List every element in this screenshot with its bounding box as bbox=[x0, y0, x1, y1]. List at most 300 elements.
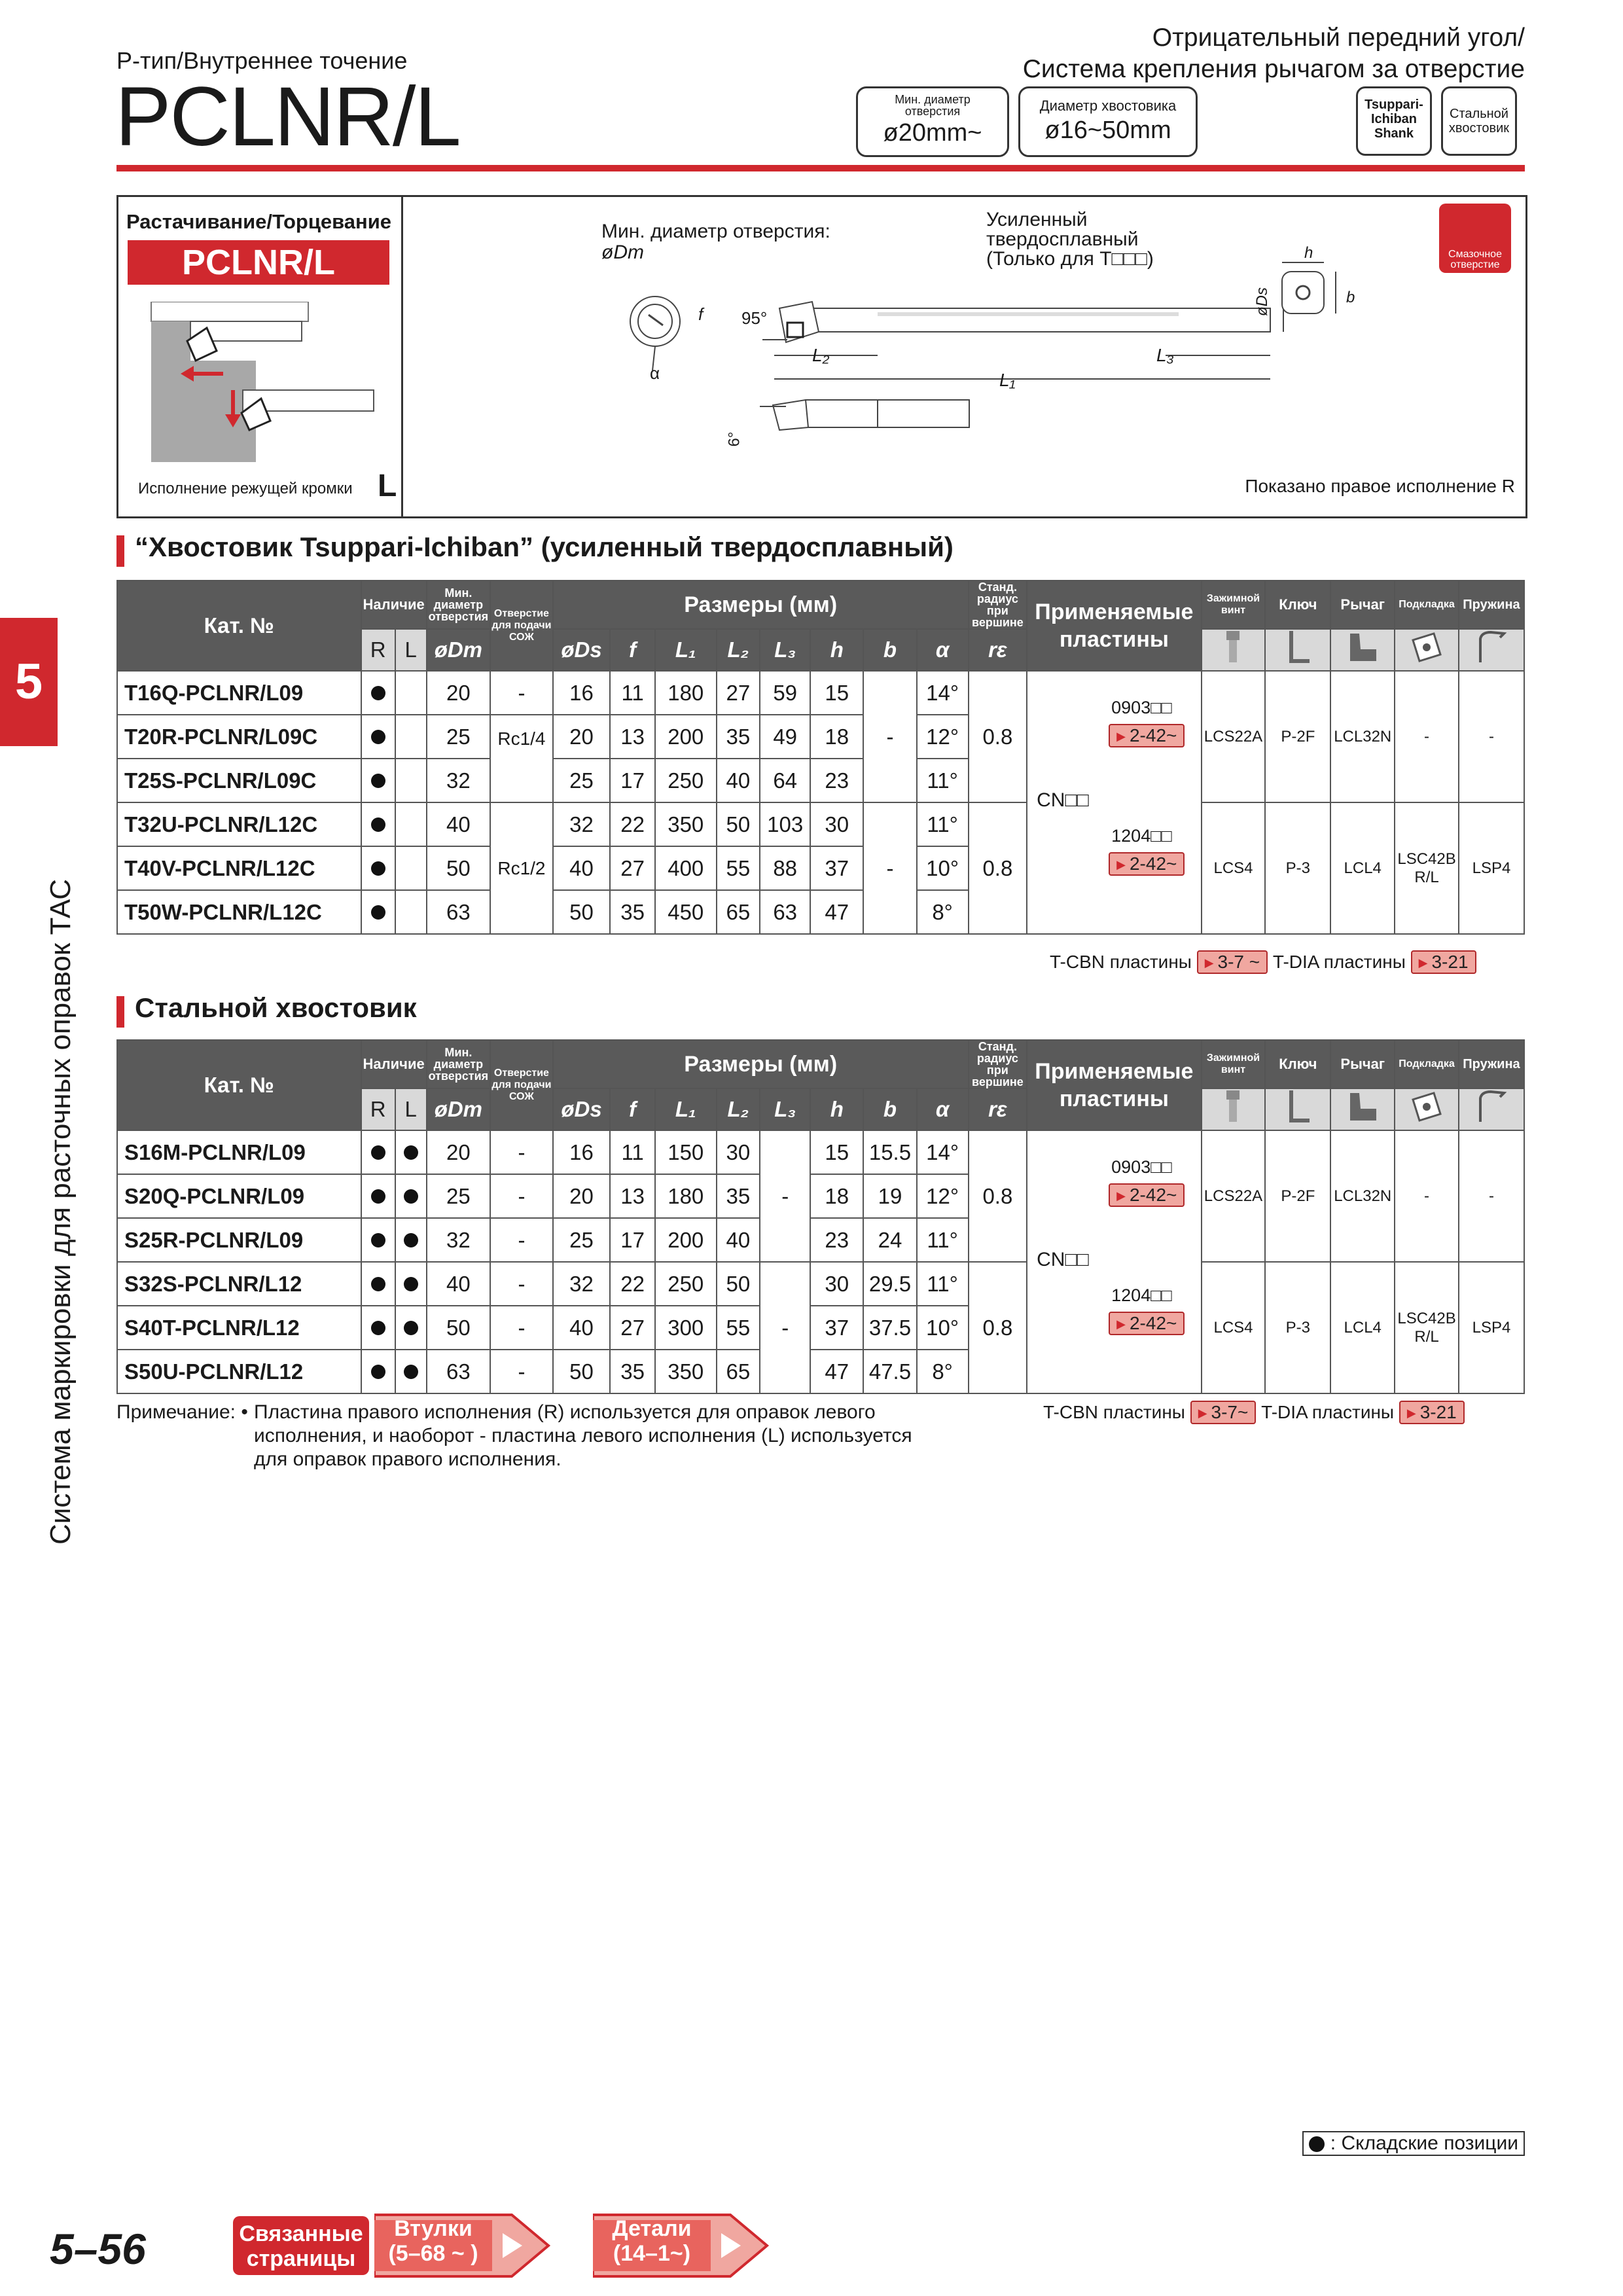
min-bore-value: ø20mm~ bbox=[883, 119, 982, 147]
section1-table bbox=[116, 580, 1525, 935]
insert-size-1: 0903□□ bbox=[1111, 1157, 1172, 1177]
tdia-ref[interactable]: ▶ 3-21 bbox=[1411, 950, 1476, 974]
col-inserts: Применяемые пластины bbox=[1027, 581, 1201, 671]
cell-f: 11 bbox=[610, 1130, 655, 1174]
cell-l1: 150 bbox=[655, 1130, 717, 1174]
related-pages-line2: страницы bbox=[246, 2246, 356, 2271]
avail-r bbox=[361, 671, 395, 715]
cell-f: 22 bbox=[610, 1262, 655, 1306]
cell-b: - bbox=[863, 802, 916, 934]
col-lever: Рычаг bbox=[1330, 1040, 1395, 1088]
cell-coolant: - bbox=[490, 1174, 553, 1218]
cell-b: 15.5 bbox=[863, 1130, 916, 1174]
cell-f: 35 bbox=[610, 1350, 655, 1393]
avail-l bbox=[395, 802, 427, 846]
cell-spring: - bbox=[1459, 1130, 1524, 1262]
col-l2: L₂ bbox=[717, 1088, 760, 1130]
cell-l2: 65 bbox=[717, 890, 760, 934]
tcbn-label: T-CBN пластины bbox=[1050, 952, 1192, 972]
cell-l2: 27 bbox=[717, 671, 760, 715]
cell-shim: - bbox=[1395, 1130, 1459, 1262]
cell-l1: 200 bbox=[655, 1218, 717, 1262]
cell-coolant: - bbox=[490, 1218, 553, 1262]
cell-coolant: - bbox=[490, 1262, 553, 1306]
header-divider bbox=[116, 165, 1525, 171]
spring-icon bbox=[1459, 629, 1524, 671]
cell-l1: 350 bbox=[655, 802, 717, 846]
stock-dot-icon bbox=[404, 1365, 418, 1379]
cell-screw: LCS22A bbox=[1202, 671, 1266, 802]
shown-right-caption: Показано правое исполнение R bbox=[1245, 476, 1515, 496]
operation-name: PCLNR/L bbox=[128, 240, 389, 285]
cell-a: 11° bbox=[917, 1262, 969, 1306]
cell-ds: 20 bbox=[553, 1174, 610, 1218]
avail-l bbox=[395, 1174, 427, 1218]
cell-dm: 40 bbox=[427, 1262, 490, 1306]
cell-a: 8° bbox=[917, 1350, 969, 1393]
table-row bbox=[117, 802, 1524, 846]
page-subtitle: Р-тип/Внутреннее точение bbox=[116, 47, 408, 74]
stock-legend-text: : Складские позиции bbox=[1330, 2132, 1518, 2154]
cell-l1: 250 bbox=[655, 1262, 717, 1306]
label-l2: L₂ bbox=[812, 345, 830, 365]
cell-screw: LCS22A bbox=[1202, 1130, 1266, 1262]
col-spring: Пружина bbox=[1459, 1040, 1524, 1088]
insert-cn: CN□□ bbox=[1037, 1249, 1089, 1270]
stock-dot-icon bbox=[404, 1321, 418, 1335]
cell-a: 11° bbox=[917, 1218, 969, 1262]
col-dims: Размеры (мм) bbox=[553, 1040, 969, 1088]
cell-re: 0.8 bbox=[969, 671, 1027, 802]
cell-l2: 50 bbox=[717, 1262, 760, 1306]
coolant-hole-badge bbox=[1439, 204, 1511, 273]
col-dm: øDm bbox=[427, 629, 490, 671]
stock-dot-icon bbox=[404, 1189, 418, 1204]
cell-screw: LCS4 bbox=[1202, 1262, 1266, 1393]
shank-section bbox=[1273, 256, 1351, 328]
col-b: b bbox=[863, 629, 916, 671]
stock-dot-icon bbox=[371, 905, 385, 920]
stock-legend bbox=[1302, 2131, 1525, 2156]
avail-l bbox=[395, 1218, 427, 1262]
row-cat: S50U-PCLNR/L12 bbox=[117, 1350, 361, 1393]
footnote-line1: Пластина правого исполнения (R) используется для оправок левого bbox=[254, 1401, 876, 1423]
cell-h: 23 bbox=[810, 759, 863, 802]
carbide-note-line3: (Только для T□□□) bbox=[986, 248, 1154, 270]
cell-h: 37 bbox=[810, 1306, 863, 1350]
cell-l3: 49 bbox=[760, 715, 810, 759]
tcbn-link-2 bbox=[1043, 1401, 1465, 1424]
cell-lever: LCL4 bbox=[1330, 1262, 1395, 1393]
lever-icon bbox=[1330, 629, 1395, 671]
col-shim: Подкладка bbox=[1395, 1040, 1459, 1088]
related-pages-button[interactable] bbox=[233, 2216, 369, 2275]
section1-title: “Хвостовик Tsuppari-Ichiban” (усиленный твердосплавный) bbox=[135, 531, 954, 562]
operation-title: Растачивание/Торцевание bbox=[126, 210, 392, 233]
cell-l3: 63 bbox=[760, 890, 810, 934]
avail-r bbox=[361, 1218, 395, 1262]
cell-screw: LCS4 bbox=[1202, 802, 1266, 934]
header-right-text bbox=[1023, 22, 1525, 85]
cell-f: 13 bbox=[610, 715, 655, 759]
cell-a: 8° bbox=[917, 890, 969, 934]
label-alpha: α bbox=[650, 363, 660, 383]
cell-h: 30 bbox=[810, 802, 863, 846]
min-bore-label: Мин. диаметр отверстия bbox=[895, 93, 971, 118]
cell-a: 11° bbox=[917, 802, 969, 846]
parts-link[interactable] bbox=[593, 2212, 770, 2279]
cell-dm: 50 bbox=[427, 1306, 490, 1350]
min-bore-pill bbox=[856, 86, 1009, 157]
cell-ds: 50 bbox=[553, 1350, 610, 1393]
cell-coolant: Rc1/2 bbox=[490, 802, 553, 934]
col-screw: Зажимной винт bbox=[1202, 581, 1266, 629]
cell-h: 15 bbox=[810, 1130, 863, 1174]
cell-coolant: - bbox=[490, 671, 553, 715]
cell-l1: 450 bbox=[655, 890, 717, 934]
insert-ref-1[interactable]: ▶ 2-42~ bbox=[1109, 724, 1185, 747]
cell-f: 13 bbox=[610, 1174, 655, 1218]
col-coolant: Отверстие для подачи СОЖ bbox=[490, 581, 553, 671]
cell-coolant: Rc1/4 bbox=[490, 715, 553, 802]
cell-a: 10° bbox=[917, 846, 969, 890]
cell-b: - bbox=[863, 671, 916, 802]
cell-f: 17 bbox=[610, 759, 655, 802]
cell-b: 29.5 bbox=[863, 1262, 916, 1306]
header-right-line2: Система крепления рычагом за отверстие bbox=[1022, 55, 1525, 83]
row-cat: T16Q-PCLNR/L09 bbox=[117, 671, 361, 715]
cell-l2: 35 bbox=[717, 715, 760, 759]
min-bore-symbol: øDm bbox=[601, 242, 644, 263]
cell-key: P-3 bbox=[1265, 1262, 1330, 1393]
cell-dm: 20 bbox=[427, 671, 490, 715]
col-l3: L₃ bbox=[760, 1088, 810, 1130]
cell-re: 0.8 bbox=[969, 1130, 1027, 1262]
col-ds: øDs bbox=[553, 1088, 610, 1130]
cell-l1: 300 bbox=[655, 1306, 717, 1350]
cell-b: 47.5 bbox=[863, 1350, 916, 1393]
steel-shank-badge bbox=[1441, 86, 1517, 156]
row-cat: S40T-PCLNR/L12 bbox=[117, 1306, 361, 1350]
col-coolant: Отверстие для подачи СОЖ bbox=[490, 1040, 553, 1130]
insert-ref-2[interactable]: ▶ 2-42~ bbox=[1109, 1312, 1185, 1335]
key-icon bbox=[1265, 1088, 1330, 1130]
col-key: Ключ bbox=[1265, 581, 1330, 629]
label-b: b bbox=[1346, 289, 1355, 306]
cell-coolant: - bbox=[490, 1306, 553, 1350]
insert-ref-1[interactable]: ▶ 2-42~ bbox=[1109, 1183, 1185, 1207]
angle-95: 95° bbox=[741, 308, 768, 328]
col-minbore: Мин. диаметр отверстия bbox=[427, 1040, 490, 1088]
row-cat: S16M-PCLNR/L09 bbox=[117, 1130, 361, 1174]
diagram-box bbox=[116, 195, 1527, 518]
shank-pill bbox=[1018, 86, 1198, 157]
cell-f: 11 bbox=[610, 671, 655, 715]
avail-l bbox=[395, 890, 427, 934]
col-lever: Рычаг bbox=[1330, 581, 1395, 629]
col-spring: Пружина bbox=[1459, 581, 1524, 629]
cell-f: 27 bbox=[610, 846, 655, 890]
cell-f: 35 bbox=[610, 890, 655, 934]
cell-l2: 30 bbox=[717, 1130, 760, 1174]
tsuppari-badge bbox=[1356, 86, 1432, 156]
col-cat: Кат. № bbox=[117, 1040, 361, 1130]
col-radius: Станд. радиус при вершине bbox=[969, 581, 1027, 629]
cell-a: 12° bbox=[917, 1174, 969, 1218]
tdia-ref[interactable]: ▶ 3-21 bbox=[1399, 1401, 1465, 1424]
cell-a: 12° bbox=[917, 715, 969, 759]
table-row bbox=[117, 1262, 1524, 1306]
min-bore-caption: Мин. диаметр отверстия: bbox=[601, 221, 830, 242]
tdia-label: T-DIA пластины bbox=[1261, 1402, 1395, 1422]
col-a: α bbox=[917, 1088, 969, 1130]
cell-l2: 40 bbox=[717, 1218, 760, 1262]
cell-a: 11° bbox=[917, 759, 969, 802]
row-cat: T40V-PCLNR/L12C bbox=[117, 846, 361, 890]
col-screw: Зажимной винт bbox=[1202, 1040, 1266, 1088]
page-title: PCLNR/L bbox=[115, 70, 460, 164]
insert-size-1: 0903□□ bbox=[1111, 698, 1172, 717]
parts-text bbox=[593, 2216, 711, 2275]
parts-line1: Детали bbox=[612, 2216, 692, 2241]
table-row bbox=[117, 1130, 1524, 1174]
col-key: Ключ bbox=[1265, 1040, 1330, 1088]
stock-dot-icon bbox=[371, 1233, 385, 1247]
row-cat: T32U-PCLNR/L12C bbox=[117, 802, 361, 846]
col-a: α bbox=[917, 629, 969, 671]
shank-label: Диаметр хвостовика bbox=[1039, 98, 1177, 114]
stock-dot-icon bbox=[371, 1277, 385, 1291]
cell-l3: 103 bbox=[760, 802, 810, 846]
col-l2: L₂ bbox=[717, 629, 760, 671]
tcbn-ref[interactable]: ▶ 3-7 ~ bbox=[1197, 950, 1268, 974]
stock-dot-icon bbox=[404, 1233, 418, 1247]
stock-dot-icon bbox=[1309, 2136, 1325, 2152]
col-avail: Наличие bbox=[361, 1040, 427, 1088]
cell-l3: - bbox=[760, 1262, 810, 1393]
label-ds: øDs bbox=[1253, 287, 1271, 316]
cell-dm: 50 bbox=[427, 846, 490, 890]
cell-dm: 40 bbox=[427, 802, 490, 846]
insert-size-2: 1204□□ bbox=[1111, 1285, 1172, 1305]
cell-f: 17 bbox=[610, 1218, 655, 1262]
col-dm: øDm bbox=[427, 1088, 490, 1130]
avail-l bbox=[395, 1130, 427, 1174]
cell-coolant: - bbox=[490, 1130, 553, 1174]
cell-key: P-3 bbox=[1265, 802, 1330, 934]
header-right-line1: Отрицательный передний угол/ bbox=[1152, 24, 1525, 52]
cell-a: 14° bbox=[917, 1130, 969, 1174]
cell-shim: - bbox=[1395, 671, 1459, 802]
cell-ds: 20 bbox=[553, 715, 610, 759]
tcbn-ref[interactable]: ▶ 3-7~ bbox=[1190, 1401, 1257, 1424]
cell-l1: 200 bbox=[655, 715, 717, 759]
col-inserts: Применяемые пластины bbox=[1027, 1040, 1201, 1130]
section2-title: Стальной хвостовик bbox=[135, 992, 417, 1023]
cell-l3: 59 bbox=[760, 671, 810, 715]
cell-ds: 32 bbox=[553, 1262, 610, 1306]
cell-f: 22 bbox=[610, 802, 655, 846]
col-re: rε bbox=[969, 629, 1027, 671]
cell-coolant: - bbox=[490, 1350, 553, 1393]
cell-key: P-2F bbox=[1265, 671, 1330, 802]
section2-table bbox=[116, 1039, 1525, 1394]
cell-lever: LCL32N bbox=[1330, 1130, 1395, 1262]
cell-ds: 40 bbox=[553, 1306, 610, 1350]
cell-lever: LCL4 bbox=[1330, 802, 1395, 934]
insert-cn: CN□□ bbox=[1037, 789, 1089, 811]
footnote-label: Примечание: • bbox=[116, 1401, 248, 1423]
stock-dot-icon bbox=[371, 1365, 385, 1379]
cell-key: P-2F bbox=[1265, 1130, 1330, 1262]
bushings-line2: (5–68 ~ ) bbox=[388, 2241, 478, 2266]
bushings-text bbox=[374, 2216, 492, 2275]
chapter-tab: 5 bbox=[0, 618, 58, 746]
carbide-note-line2: твердосплавный bbox=[986, 228, 1139, 250]
avail-r bbox=[361, 715, 395, 759]
col-h: h bbox=[810, 629, 863, 671]
stock-dot-icon bbox=[371, 686, 385, 700]
shim-icon bbox=[1395, 629, 1459, 671]
footnote-line2: исполнения, и наоборот - пластина левого исполнения (L) используется bbox=[254, 1425, 912, 1446]
avail-r bbox=[361, 890, 395, 934]
row-cat: T20R-PCLNR/L09C bbox=[117, 715, 361, 759]
avail-l bbox=[395, 759, 427, 802]
cell-ds: 16 bbox=[553, 671, 610, 715]
cell-ds: 50 bbox=[553, 890, 610, 934]
row-cat: S20Q-PCLNR/L09 bbox=[117, 1174, 361, 1218]
col-l3: L₃ bbox=[760, 629, 810, 671]
insert-ref-2[interactable]: ▶ 2-42~ bbox=[1109, 852, 1185, 876]
tdia-label: T-DIA пластины bbox=[1272, 952, 1406, 972]
shank-value: ø16~50mm bbox=[1044, 117, 1171, 144]
row-cat: S32S-PCLNR/L12 bbox=[117, 1262, 361, 1306]
cell-l2: 55 bbox=[717, 1306, 760, 1350]
col-dims: Размеры (мм) bbox=[553, 581, 969, 629]
cell-dm: 63 bbox=[427, 890, 490, 934]
edge-label: Исполнение режущей кромки bbox=[138, 480, 353, 497]
cell-l2: 55 bbox=[717, 846, 760, 890]
col-r: R bbox=[361, 1088, 395, 1130]
cell-l3: 64 bbox=[760, 759, 810, 802]
cell-l3: - bbox=[760, 1130, 810, 1262]
stock-dot-icon bbox=[404, 1277, 418, 1291]
lever-icon bbox=[1330, 1088, 1395, 1130]
cell-f: 27 bbox=[610, 1306, 655, 1350]
bushings-link[interactable] bbox=[374, 2212, 551, 2279]
insert-cell bbox=[1027, 671, 1201, 934]
cell-lever: LCL32N bbox=[1330, 671, 1395, 802]
col-r: R bbox=[361, 629, 395, 671]
cell-l1: 400 bbox=[655, 846, 717, 890]
row-cat: T50W-PCLNR/L12C bbox=[117, 890, 361, 934]
cell-h: 47 bbox=[810, 1350, 863, 1393]
stock-dot-icon bbox=[371, 1189, 385, 1204]
cell-dm: 32 bbox=[427, 1218, 490, 1262]
key-icon bbox=[1265, 629, 1330, 671]
cell-h: 30 bbox=[810, 1262, 863, 1306]
parts-line2: (14–1~) bbox=[613, 2241, 691, 2266]
col-re: rε bbox=[969, 1088, 1027, 1130]
operation-panel bbox=[118, 197, 403, 516]
col-l: L bbox=[395, 1088, 427, 1130]
stock-dot-icon bbox=[371, 861, 385, 876]
related-pages-line1: Связанные bbox=[239, 2221, 363, 2246]
cell-l2: 50 bbox=[717, 802, 760, 846]
avail-l bbox=[395, 1262, 427, 1306]
col-l: L bbox=[395, 629, 427, 671]
stock-dot-icon bbox=[371, 1145, 385, 1160]
cell-h: 18 bbox=[810, 1174, 863, 1218]
avail-l bbox=[395, 671, 427, 715]
cell-spring: LSP4 bbox=[1459, 802, 1524, 934]
col-ds: øDs bbox=[553, 629, 610, 671]
label-h: h bbox=[1304, 244, 1313, 262]
label-l1: L₁ bbox=[999, 370, 1016, 390]
cell-l1: 250 bbox=[655, 759, 717, 802]
cell-ds: 32 bbox=[553, 802, 610, 846]
carbide-note bbox=[986, 210, 1154, 269]
cell-l2: 65 bbox=[717, 1350, 760, 1393]
cell-h: 47 bbox=[810, 890, 863, 934]
cell-l2: 40 bbox=[717, 759, 760, 802]
cell-l1: 180 bbox=[655, 1174, 717, 1218]
col-shim: Подкладка bbox=[1395, 581, 1459, 629]
shim-icon bbox=[1395, 1088, 1459, 1130]
cell-shim: LSC42B R/L bbox=[1395, 1262, 1459, 1393]
avail-r bbox=[361, 1306, 395, 1350]
section1-marker bbox=[116, 535, 124, 567]
col-radius: Станд. радиус при вершине bbox=[969, 1040, 1027, 1088]
col-l1: L₁ bbox=[655, 1088, 717, 1130]
table-row bbox=[117, 671, 1524, 715]
insert-cell bbox=[1027, 1130, 1201, 1393]
edge-letter: L bbox=[378, 469, 397, 503]
cell-dm: 20 bbox=[427, 1130, 490, 1174]
avail-l bbox=[395, 715, 427, 759]
tcbn-link-1 bbox=[1050, 950, 1476, 974]
avail-r bbox=[361, 1262, 395, 1306]
avail-r bbox=[361, 1174, 395, 1218]
cell-dm: 32 bbox=[427, 759, 490, 802]
cell-b: 19 bbox=[863, 1174, 916, 1218]
cell-l2: 35 bbox=[717, 1174, 760, 1218]
cell-dm: 25 bbox=[427, 715, 490, 759]
screw-icon bbox=[1202, 1088, 1266, 1130]
carbide-note-line1: Усиленный bbox=[986, 209, 1088, 230]
coolant-hole-badge-text: Смазочное отверстие bbox=[1448, 249, 1502, 270]
col-cat: Кат. № bbox=[117, 581, 361, 671]
tsuppari-badge-text: Tsuppari- Ichiban Shank bbox=[1364, 98, 1423, 141]
cell-spring: LSP4 bbox=[1459, 1262, 1524, 1393]
steel-shank-badge-text: Стальной хвостовик bbox=[1448, 107, 1510, 135]
cell-l1: 180 bbox=[655, 671, 717, 715]
avail-l bbox=[395, 846, 427, 890]
tool-drawing bbox=[603, 262, 1336, 459]
avail-l bbox=[395, 1306, 427, 1350]
cell-h: 18 bbox=[810, 715, 863, 759]
avail-r bbox=[361, 802, 395, 846]
stock-dot-icon bbox=[371, 730, 385, 744]
avail-r bbox=[361, 1350, 395, 1393]
cell-dm: 25 bbox=[427, 1174, 490, 1218]
stock-dot-icon bbox=[371, 774, 385, 788]
avail-l bbox=[395, 1350, 427, 1393]
label-l3: L₃ bbox=[1156, 345, 1174, 365]
cell-b: 37.5 bbox=[863, 1306, 916, 1350]
tcbn-label: T-CBN пластины bbox=[1043, 1402, 1185, 1422]
footnote-line3: для оправок правого исполнения. bbox=[254, 1448, 562, 1470]
